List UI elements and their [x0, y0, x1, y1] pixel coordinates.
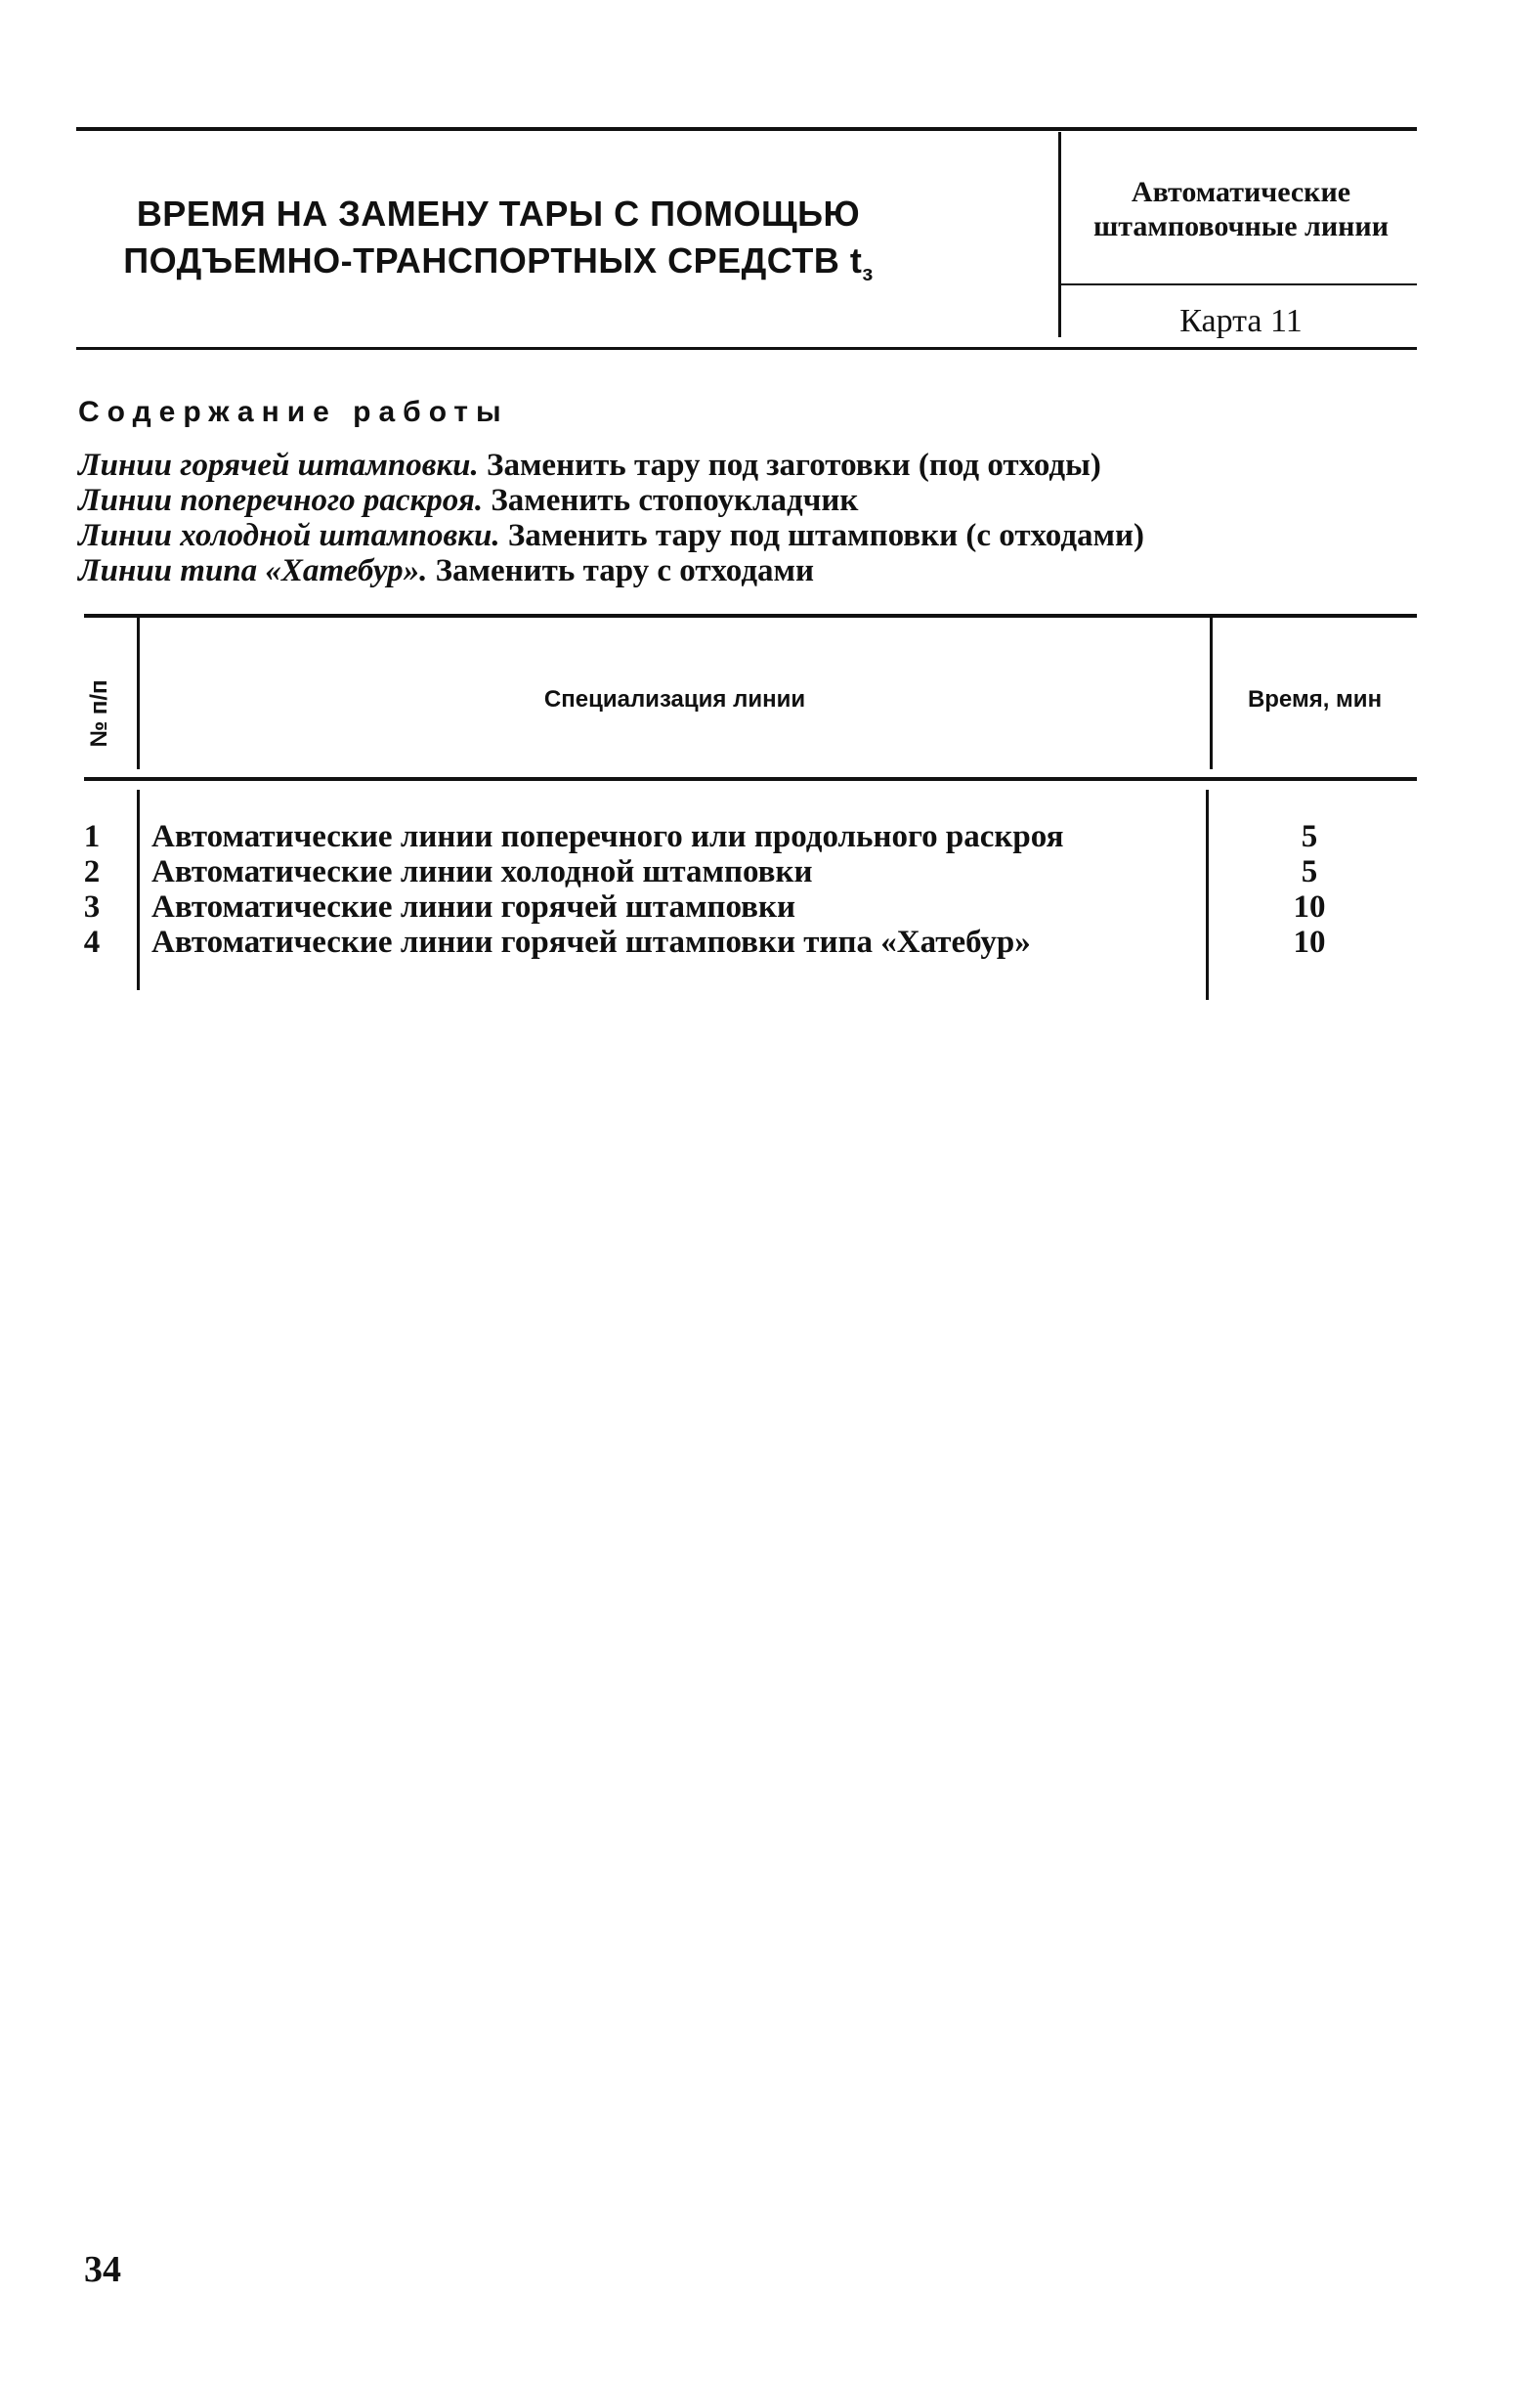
work-content-line — [78, 518, 1144, 554]
work-line-italic: Линии типа «Хатебур». — [78, 553, 428, 588]
row-3-time: 10 — [1293, 889, 1326, 925]
work-line-italic: Линии горячей штамповки. — [78, 448, 479, 483]
work-content-heading: Содержание работы — [78, 396, 509, 428]
row-2-time: 5 — [1301, 854, 1318, 889]
work-content-line — [78, 483, 858, 519]
row-3-num: 3 — [83, 889, 101, 925]
row-4-name: Автоматические линии горячей штамповки типа «Хатебур» — [151, 925, 1031, 960]
page-title-line-1: ВРЕМЯ НА ЗАМЕНУ ТАРЫ С ПОМОЩЬЮ — [136, 194, 861, 234]
column-header-num-cell — [68, 665, 127, 772]
row-1-time: 5 — [1301, 819, 1318, 854]
work-content-line — [78, 448, 1101, 484]
row-2-name: Автоматические линии холодной штамповки — [151, 854, 813, 889]
work-content-line — [78, 553, 814, 589]
category-card-rule — [1061, 283, 1417, 285]
work-line-text: Заменить тару с отходами — [427, 553, 815, 588]
card-label: Карта 11 — [1179, 303, 1303, 339]
column-header-num: № п/п — [86, 679, 112, 748]
column-header-time: Время, мин — [1247, 686, 1383, 713]
row-3-name: Автоматические линии горячей штамповки — [151, 889, 796, 925]
column-header-name: Специализация линии — [543, 686, 806, 713]
page-title-line-2: ПОДЪЕМНО-ТРАНСПОРТНЫХ СРЕДСТВ $t_з$ — [123, 240, 874, 286]
header-top-rule — [76, 127, 1417, 131]
table-body-divider-1 — [137, 790, 140, 990]
row-1-name: Автоматические линии поперечного или продольного раскроя — [151, 819, 1064, 854]
category-line-2: штамповочные линии — [1092, 209, 1390, 242]
row-4-time: 10 — [1293, 925, 1326, 960]
table-top-rule — [84, 614, 1417, 618]
table-body-divider-2 — [1206, 790, 1209, 1000]
header-bottom-rule — [76, 347, 1417, 350]
category-label — [1055, 176, 1427, 243]
page-number: 34 — [84, 2249, 121, 2290]
work-line-text: Заменить тару под заготовки (под отходы) — [478, 448, 1101, 483]
row-4-num: 4 — [83, 925, 101, 960]
row-2-num: 2 — [83, 854, 101, 889]
work-line-text: Заменить стопоукладчик — [483, 483, 859, 518]
row-1-num: 1 — [83, 819, 101, 854]
work-line-italic: Линии холодной штамповки. — [78, 518, 500, 553]
work-line-italic: Линии поперечного раскроя. — [78, 483, 484, 518]
table-header-rule — [84, 777, 1417, 781]
title-subscript: з — [862, 261, 874, 286]
work-line-text: Заменить тару под штамповки (с отходами) — [499, 518, 1145, 553]
category-line-1: Автоматические — [1131, 176, 1351, 208]
